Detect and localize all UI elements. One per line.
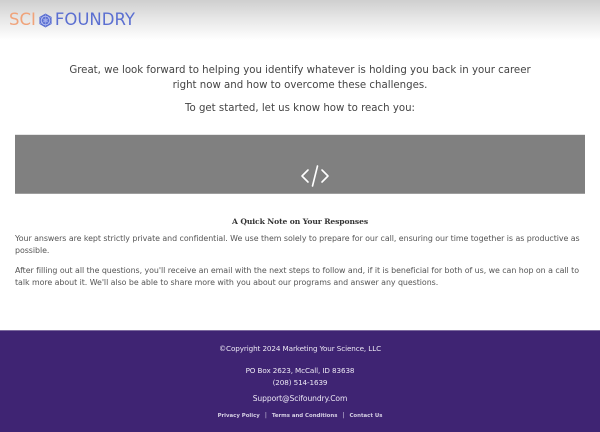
link-separator: | <box>342 412 345 419</box>
footer-phone[interactable]: (208) 514-1639 <box>272 378 328 387</box>
contact-prompt: To get started, let us know how to reach you: <box>184 103 415 114</box>
intro-message <box>0 63 600 93</box>
footer-copyright: ©Copyright 2024 Marketing Your Science, LLC <box>218 344 382 353</box>
footer-links <box>0 412 600 419</box>
site-footer <box>0 330 600 432</box>
logo-text-foundry: FOUNDRY <box>54 10 135 29</box>
contact-us-link[interactable]: Contact Us <box>349 412 383 419</box>
code-embed-icon <box>299 163 331 189</box>
link-separator: | <box>264 412 267 419</box>
intro-line-2: right now and how to overcome these challenges. <box>172 80 428 91</box>
form-embed-placeholder[interactable] <box>15 134 585 194</box>
intro-line-1: Great, we look forward to helping you identify whatever is holding you back in your career <box>69 65 531 76</box>
note-heading: A Quick Note on Your Responses <box>232 217 368 226</box>
scifoundry-logo[interactable] <box>9 10 135 30</box>
footer-email-link[interactable]: Support@Scifoundry.Com <box>252 394 348 403</box>
privacy-policy-link[interactable]: Privacy Policy <box>217 412 260 419</box>
logo-text-sci: SCI <box>9 10 36 29</box>
site-header <box>0 0 600 40</box>
molecule-hexagon-icon <box>38 13 53 28</box>
note-privacy-paragraph: Your answers are kept strictly private and confidential. We use them solely to prepare for our call, ensuring our time together is as productive as possible. <box>15 234 580 255</box>
note-next-steps-paragraph: After filling out all the questions, you'll receive an email with the next steps to follow and, if it is beneficial for both of us, we can hop on a call to talk more about it. We'll also be able to share more with you about our programs and answer any questions. <box>15 266 579 287</box>
footer-address: PO Box 2623, McCall, ID 83638 <box>245 366 355 375</box>
terms-and-conditions-link[interactable]: Terms and Conditions <box>271 412 338 419</box>
